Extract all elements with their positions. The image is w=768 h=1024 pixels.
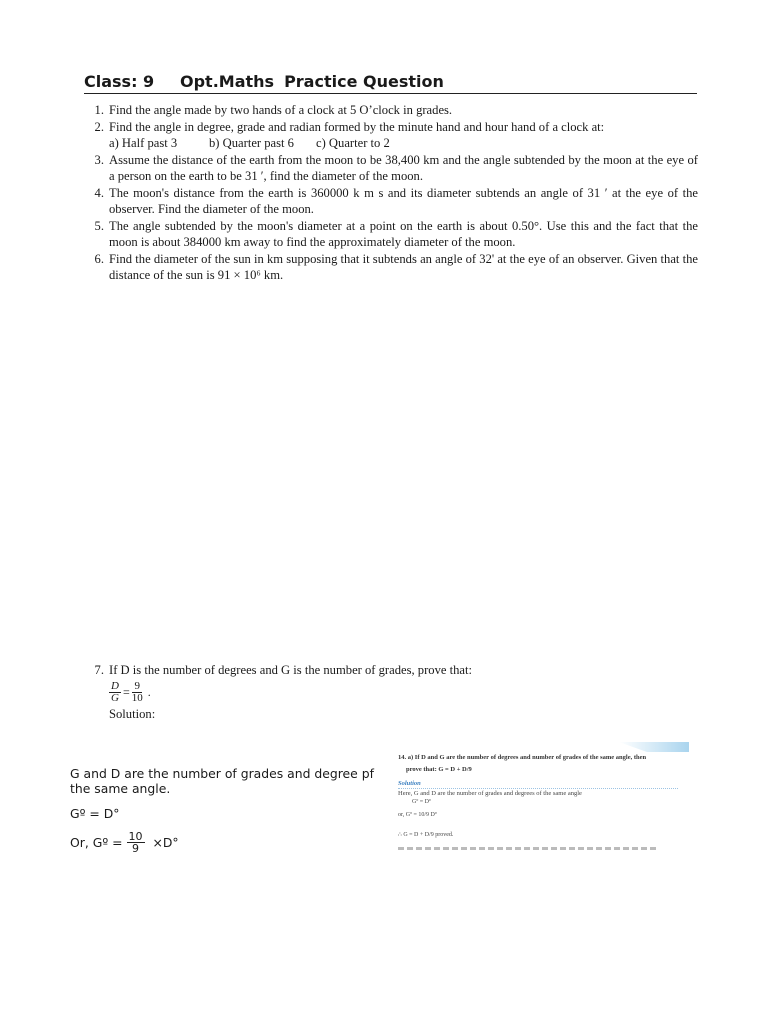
formula-trail: . [147, 684, 151, 699]
question-text: Find the angle made by two hands of a clock at 5 O’clock in grades. [109, 103, 453, 117]
or-prefix: Or, Gº = [70, 835, 123, 850]
screenshot-line-2: prove that: G = D + D/9 [406, 766, 472, 773]
question-text: The angle subtended by the moon's diameter at a point on the earth is about 0.50°. Use this and the fact that the moon is about 384000 km away to find the approximately diameter of the moon. [109, 218, 698, 249]
fraction-d-over-g: $\frac{D}{G}$ [111, 679, 119, 704]
question-number: 5. [94, 218, 104, 233]
answer-line-1: G and D are the number of grades and degree pf the same angle. [70, 766, 374, 796]
answer-line-2: Gº = D° [70, 806, 120, 821]
question-6 [84, 251, 698, 284]
question-text: Find the angle in degree, grade and radian formed by the minute hand and hour hand of a clock at: [109, 119, 605, 134]
screenshot-line-7: ∴ G = D + D/9 proved. [398, 832, 454, 838]
class-label: Class: 9 [84, 72, 155, 91]
question-2 [84, 119, 698, 152]
screenshot-line-1: 14. a) If D and G are the number of degrees and number of grades of the same angle, then [398, 754, 647, 761]
question-text: If D is the number of degrees and G is the number of grades, prove that: [109, 663, 473, 677]
question-text: Assume the distance of the earth from the moon to be 38,400 km and the angle subtended by the moon at the eye of a person on the earth to be 31 ′, find the diameter of the moon. [109, 152, 698, 183]
formula [109, 681, 698, 704]
decorative-stripe [619, 742, 689, 752]
page-header [84, 72, 697, 94]
question-2-options [109, 135, 698, 152]
question-7 [84, 662, 698, 722]
divider [398, 788, 678, 789]
question-3 [84, 152, 698, 185]
question-number: 6. [94, 251, 104, 266]
question-number: 7. [94, 663, 104, 677]
solution-answer [70, 766, 390, 854]
subject-label: Opt.Maths [180, 72, 275, 91]
or-suffix: ×D° [152, 835, 179, 850]
question-5 [84, 218, 698, 251]
page-title: Practice Question [284, 72, 444, 91]
question-text: The moon's distance from the earth is 360000 k m s and its diameter subtends an angle of 31 ′ at the eye of the observer. Find the diameter of the moon. [109, 185, 698, 216]
question-number: 2. [94, 119, 104, 134]
solution-label: Solution: [109, 706, 156, 721]
question-1 [84, 102, 698, 119]
question-number: 1. [94, 103, 104, 117]
cut-off-text [398, 847, 658, 850]
option-c: c) Quarter to 2 [316, 136, 390, 150]
screenshot-line-5: Gº = Dº [412, 799, 431, 805]
screenshot-solution-heading: Solution [398, 780, 421, 787]
question-list [84, 102, 698, 284]
question-4 [84, 185, 698, 218]
option-b: b) Quarter past 6 [209, 136, 294, 150]
fraction-9-over-10: $\frac{9}{10}$ [131, 679, 143, 704]
fraction-10-over-9: $\frac{10}{9}$ [128, 830, 143, 855]
equals-sign: = [122, 684, 130, 699]
screenshot-line-4: Here, G and D are the number of grades and degrees of the same angle [398, 790, 582, 797]
answer-line-3 [70, 831, 390, 854]
screenshot-line-6: or, Gº = 10/9 Dº [398, 812, 437, 818]
question-number: 3. [94, 152, 104, 167]
option-a: a) Half past 3 [109, 136, 178, 150]
question-text: Find the diameter of the sun in km supposing that it subtends an angle of 32' at the eye of an observer. Given that the distance of the sun is 91 × 10⁶ km. [109, 251, 698, 282]
question-number: 4. [94, 185, 104, 200]
solution-screenshot [394, 742, 689, 852]
